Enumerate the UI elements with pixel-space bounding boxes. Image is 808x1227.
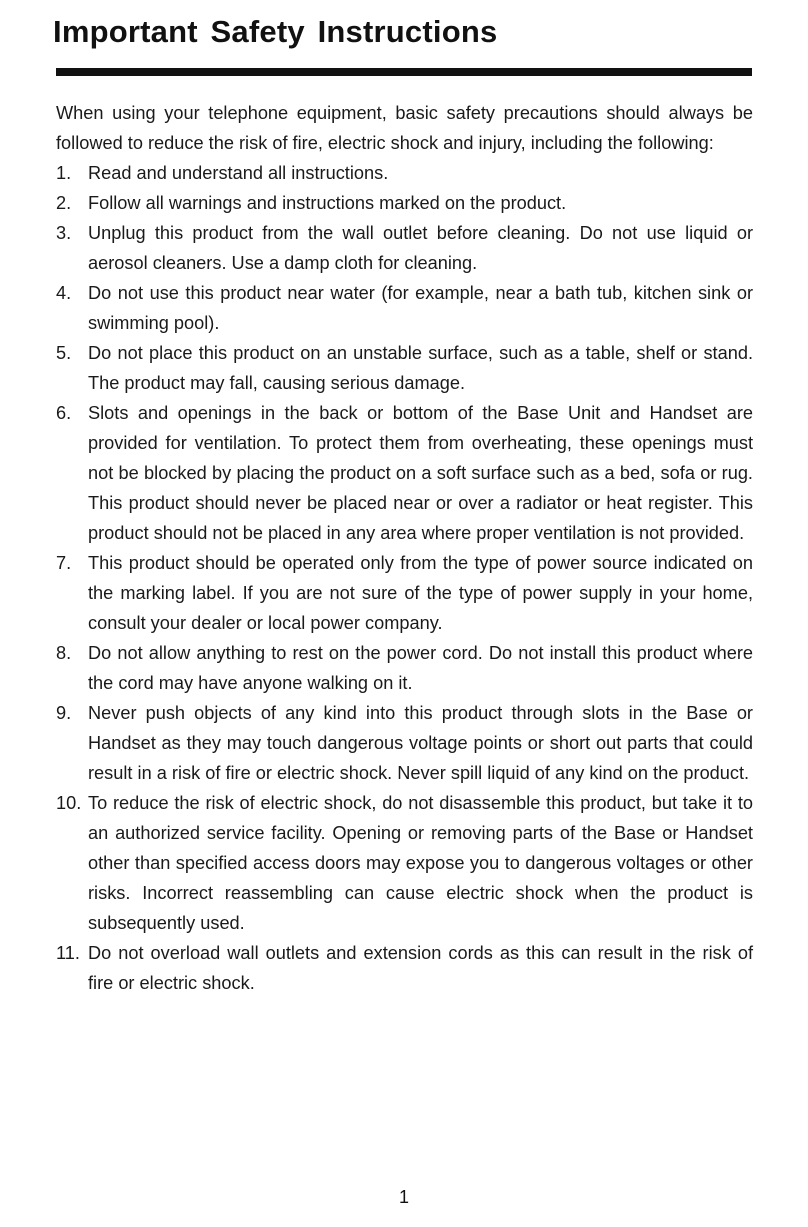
item-text: This product should be operated only from the type of power source indicated on the marking label. If you are not sure of the type of power supply in your home, consult your dealer or local power company. (88, 553, 753, 633)
item-number: 6. (56, 403, 72, 423)
item-text: Follow all warnings and instructions marked on the product. (88, 193, 567, 213)
item-text: Slots and openings in the back or bottom of the Base Unit and Handset are provided for ventilation. To protect them from overheating, these openings must not be blocked by placing the product on a soft surface such as a bed, sofa or rug. This product should never be placed near or over a radiator or heat register. This product should not be placed in any area where proper ventilation is not provided. (88, 403, 753, 543)
item-number: 11. (56, 943, 80, 963)
item-text: Do not overload wall outlets and extension cords as this can result in the risk of fire or electric shock. (88, 943, 753, 993)
page-number: 1 (398, 1187, 409, 1207)
title-divider (56, 68, 752, 76)
instructions-body (56, 98, 753, 998)
safety-instruction-item (56, 158, 753, 188)
safety-instruction-item (56, 788, 753, 938)
safety-instruction-item (56, 398, 753, 548)
item-number: 9. (56, 703, 72, 723)
safety-instruction-item (56, 638, 753, 698)
item-text: To reduce the risk of electric shock, do not disassemble this product, but take it to an authorized service facility. Opening or removing parts of the Base or Handset other than specified access doors may expose you to dangerous voltages or other risks. Incorrect reassembling can cause electric shock when the product is subsequently used. (88, 793, 753, 933)
item-number: 8. (56, 643, 72, 663)
item-text: Unplug this product from the wall outlet before cleaning. Do not use liquid or aerosol cleaners. Use a damp cloth for cleaning. (88, 223, 753, 273)
safety-instruction-item (56, 188, 753, 218)
intro-paragraph: When using your telephone equipment, basic safety precautions should always be followed to reduce the risk of fire, electric shock and injury, including the following: (56, 103, 753, 153)
item-text: Never push objects of any kind into this product through slots in the Base or Handset as they may touch dangerous voltage points or short out parts that could result in a risk of fire or electric shock. Never spill liquid of any kind on the product. (88, 703, 753, 783)
safety-instruction-item (56, 938, 753, 998)
item-text: Do not use this product near water (for example, near a bath tub, kitchen sink or swimming pool). (88, 283, 753, 333)
item-number: 3. (56, 223, 72, 243)
item-number: 7. (56, 553, 72, 573)
item-number: 4. (56, 283, 72, 303)
safety-instruction-item (56, 278, 753, 338)
item-text: Do not allow anything to rest on the power cord. Do not install this product where the cord may have anyone walking on it. (88, 643, 753, 693)
item-number: 1. (56, 163, 72, 183)
item-number: 5. (56, 343, 72, 363)
safety-instruction-item (56, 338, 753, 398)
item-text: Read and understand all instructions. (88, 163, 389, 183)
item-number: 2. (56, 193, 72, 213)
safety-instruction-item (56, 548, 753, 638)
safety-instruction-item (56, 698, 753, 788)
safety-instruction-item (56, 218, 753, 278)
item-text: Do not place this product on an unstable surface, such as a table, shelf or stand. The product may fall, causing serious damage. (88, 343, 753, 393)
item-number: 10. (56, 793, 82, 813)
safety-instruction-list (56, 158, 753, 998)
page-title: Important Safety Instructions (53, 14, 498, 49)
